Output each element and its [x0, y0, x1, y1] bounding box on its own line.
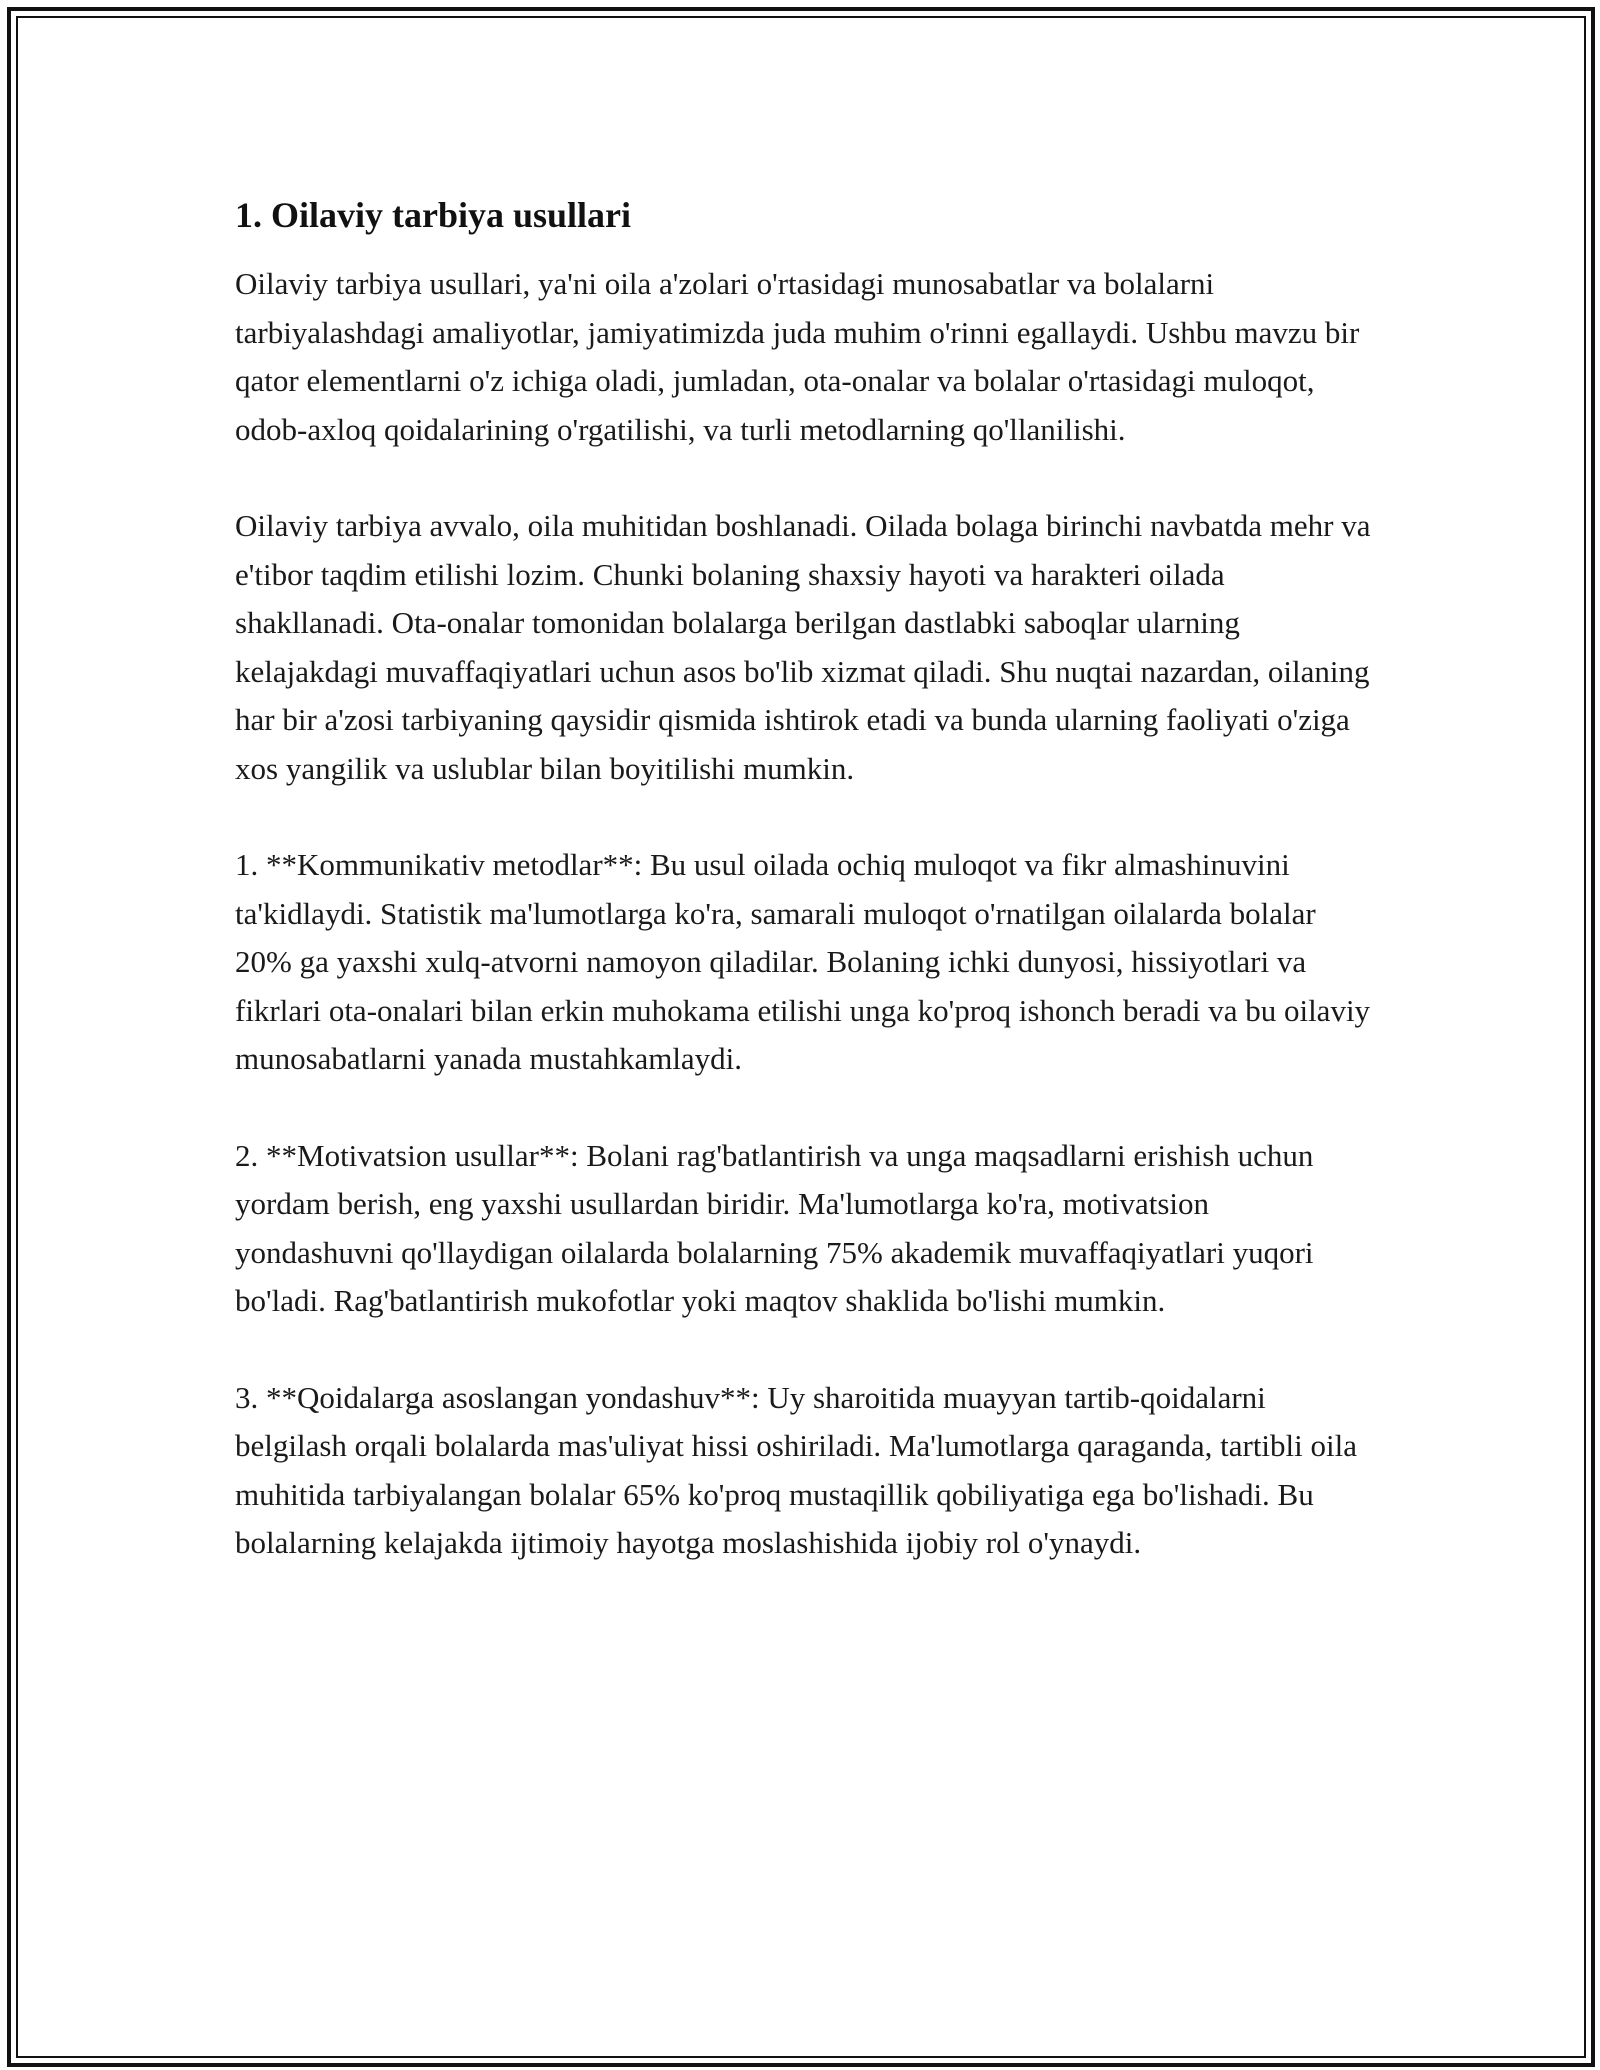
paragraph-rule-based-approach: 3. **Qoidalarga asoslangan yondashuv**: Uy sharoitida muayyan tartib-qoidalarni belgilash orqali bolalarda mas'uliyat hissi oshiriladi. Ma'lumotlarga qaraganda, tartibli oila muhitida tarbiyalangan bolalar 65% ko'proq mustaqillik qobiliyatiga ega bo'lishadi. Bu bolalarning kelajakda ijtimoiy hayotga moslashishida ijobiy rol o'ynaydi. [235, 1379, 1358, 1560]
section-heading: 1. Oilaviy tarbiya usullari [235, 195, 632, 235]
document-body [235, 190, 1375, 1616]
paragraph-motivational-methods: 2. **Motivatsion usullar**: Bolani rag'batlantirish va unga maqsadlarni erishish uchun yordam berish, eng yaxshi usullardan biridir. Ma'lumotlarga ko'ra, motivatsion yondashuvni qo'llaydigan oilalarda bolalarning 75% akademik muvaffaqiyatlari yuqori bo'ladi. Rag'batlantirish mukofotlar yoki maqtov shaklida bo'lishi mumkin. [235, 1137, 1314, 1318]
paragraph-family-environment: Oilaviy tarbiya avvalo, oila muhitidan boshlanadi. Oilada bolaga birinchi navbatda mehr va e'tibor taqdim etilishi lozim. Chunki bolaning shaxsiy hayoti va harakteri oilada shakllanadi. Ota-onalar tomonidan bolalarga berilgan dastlabki saboqlar ularning kelajakdagi muvaffaqiyatlari uchun asos bo'lib xizmat qiladi. Shu nuqtai nazardan, oilaning har bir a'zosi tarbiyaning qaysidir qismida ishtirok etadi va bunda ularning faoliyati o'ziga xos yangilik va uslublar bilan boyitilishi mumkin. [235, 508, 1371, 786]
paragraph-communicative-methods: 1. **Kommunikativ metodlar**: Bu usul oilada ochiq muloqot va fikr almashinuvini ta'kidlaydi. Statistik ma'lumotlarga ko'ra, samarali muloqot o'rnatilgan oilalarda bolalar 20% ga yaxshi xulq-atvorni namoyon qiladilar. Bolaning ichki dunyosi, hissiyotlari va fikrlari ota-onalari bilan erkin muhokama etilishi unga ko'proq ishonch beradi va bu oilaviy munosabatlarni yanada mustahkamlaydi. [235, 847, 1371, 1076]
paragraph-intro: Oilaviy tarbiya usullari, ya'ni oila a'zolari o'rtasidagi munosabatlar va bolalarni tarbiyalashdagi amaliyotlar, jamiyatimizda juda muhim o'rinni egallaydi. Ushbu mavzu bir qator elementlarni o'z ichiga oladi, jumladan, ota-onalar va bolalar o'rtasidagi muloqot, odob-axloq qoidalarining o'rgatilishi, va turli metodlarning qo'llanilishi. [235, 266, 1360, 447]
